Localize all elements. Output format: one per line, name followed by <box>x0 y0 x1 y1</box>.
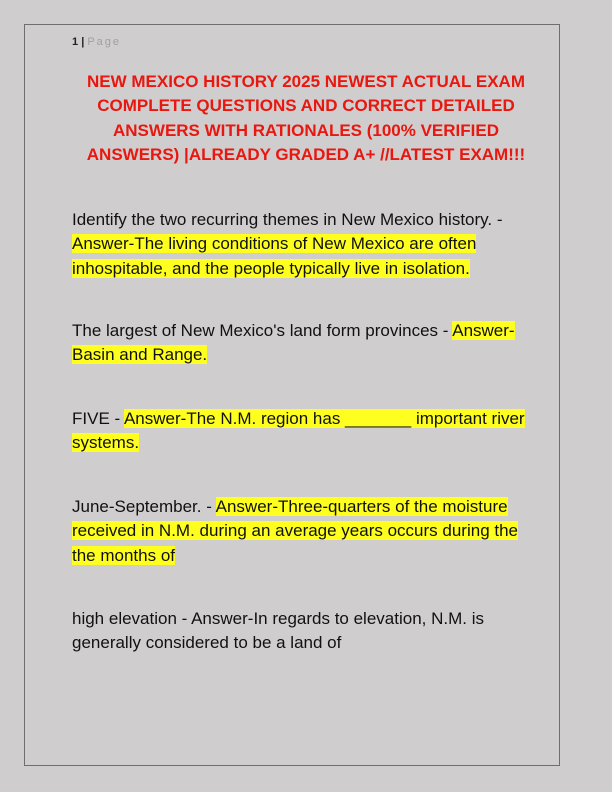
qa-item-3 <box>72 407 544 456</box>
question-text: Identify the two recurring themes in New Mexico history. - <box>72 210 503 229</box>
question-text: high elevation - <box>72 609 192 628</box>
page-number: 1 <box>72 36 79 48</box>
document-title: NEW MEXICO HISTORY 2025 NEWEST ACTUAL EXAM COMPLETE QUESTIONS AND CORRECT DETAILED ANSWERS WITH RATIONALES (100% VERIFIED ANSWERS) |ALREADY GRADED A+ //LATEST EXAM!!! <box>86 72 526 164</box>
question-text: FIVE - <box>72 409 124 428</box>
answer-text: Answer-The living conditions of New Mexico are often inhospitable, and the people typically live in isolation. <box>72 234 477 278</box>
qa-item-4 <box>72 495 544 568</box>
question-text: The largest of New Mexico's land form provinces - <box>72 321 453 340</box>
page-separator: | <box>81 36 85 48</box>
question-text: June-September. - <box>72 497 216 516</box>
page-header <box>72 36 121 48</box>
qa-item-5 <box>72 607 544 656</box>
answer-text: Answer-In regards to elevation, N.M. is generally considered to be a land of <box>72 609 484 653</box>
answer-text: Answer-Three-quarters of the moisture received in N.M. during an average years occurs during the the months of <box>72 497 519 565</box>
qa-item-1 <box>72 208 544 281</box>
answer-text: Answer-Basin and Range. <box>72 321 515 365</box>
qa-item-2 <box>72 319 544 368</box>
page-label: Page <box>87 36 122 48</box>
answer-text: Answer-The N.M. region has _______ important river systems. <box>72 409 525 453</box>
